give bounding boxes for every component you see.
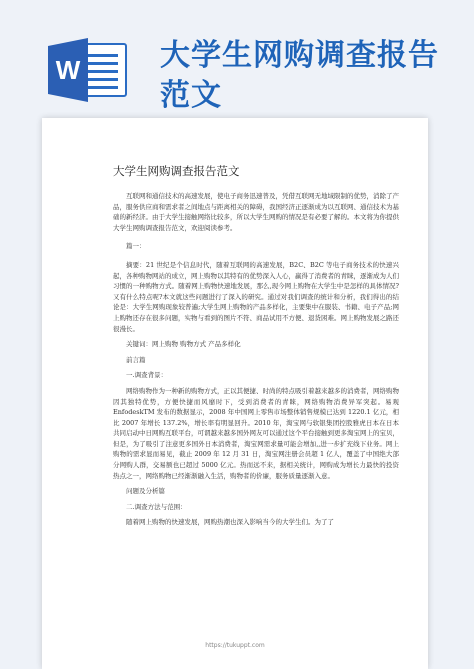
document-content	[113, 163, 399, 528]
background-heading: 一.调查背景：	[126, 371, 168, 380]
keywords-line: 关键词：网上购物 购物方式 产品多样化	[126, 340, 241, 349]
word-document-icon	[48, 38, 130, 102]
document-page	[42, 118, 428, 669]
background-paragraph: 网络购物作为一种新的购物方式，正以其便捷、时尚的特点吸引着越来越多的消费者，网络购物因其独特优势，方便快捷而风靡时下，受到消费者的青睐，网络购物消费异军突起。易观 EnfodeskTM 发布的数据显示，2008 年中国网上零售市场整体销售规模已达到 1220.1 亿元，相比 2007 年增长 137.2%，增长率有明显回升。2010 年，淘宝网与软银集团控股雅虎日本在日本共同启动中日网购互联平台，可谓越来越多国外网友可以通过这个平台接触到更多淘宝网上的宝贝，但是，为了吸引了注意更多国外日本消费者，淘宝网需求量可能会增加,,进一步扩充线下业务。网上购物的需求显而易见，截止 2009 年 12 月 31 日，淘宝网注册会员超 1 亿人，覆盖了中国绝大部分网购人群，交易额也已超过 5000 亿元。热而远不来，据相关统计，网购成为增长力最快的投资热点之一，网络购物已经渐渐融入生活，购物者的价廉，服务质量逐渐入意。	[113, 386, 399, 480]
analysis-heading: 问题及分析篇	[126, 487, 165, 496]
footer-url[interactable]: https://tukuppt.com	[205, 642, 265, 649]
method-paragraph: 随着网上购物的快速发展，网购热潮也深入影响当今的大学生们。为了了	[126, 518, 334, 527]
header	[0, 0, 474, 120]
word-icon-letter: W	[55, 55, 81, 85]
abstract-paragraph: 摘要：21 世纪是个信息时代，随着互联网的高速发展，B2C、B2C 等电子商务技术的快速兴起，各种购物网站的成立，网上购物以其特有的优势深入人心，赢得了消费者的青睐，逐渐成为人们习惯的一种购物方式。随着网上购物快速地发展，那么,现今网上购物在大学生中是怎样的具体情况?又有什么特点呢?本文就这些问题进行了深入的研究。通过对我们调查的统计和分析，我们得出的结论是：大学生网购现象较普遍;大学生网上购物的产品多样化，主要集中在服装、书籍、电子产品;网上购物还存在很多问题，实物与看到的图片不符、商品试用不方便、退货困难。网上购物发展之路还很漫长。	[113, 260, 399, 333]
document-title: 大学生网购调查报告范文	[113, 164, 240, 178]
preface-heading: 前言篇	[126, 355, 146, 364]
page-title: 大学生网购调查报告范文	[160, 38, 439, 113]
section-heading-1: 篇一：	[126, 242, 146, 251]
method-heading: 二.调查方法与范围：	[126, 502, 187, 511]
intro-paragraph: 互联网和通信技术的高速发展，使电子商务迅速普及，凭借互联网无地域限制的优势，消除了产品，服务供应商和需求者之间地点与距离相关的障碍，我国经济正逐渐成为以互联网、通信技术为基础的新经济。由于大学生接触网络比较多，所以大学生网购的情况是有必要了解的。本文将为你提供大学生网购调查报告范文，欢迎阅读参考。	[113, 192, 399, 232]
